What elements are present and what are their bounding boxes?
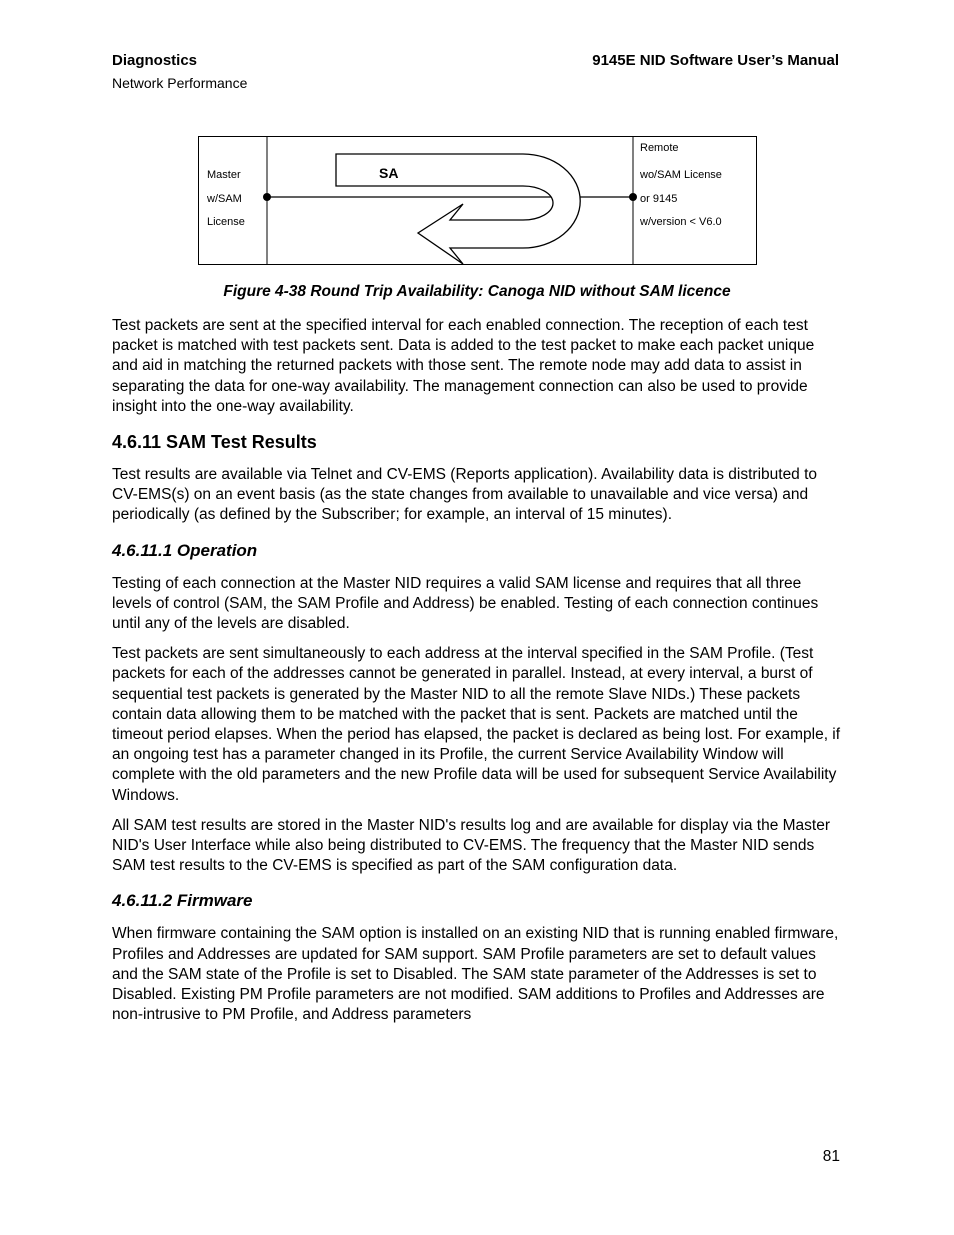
running-header-left	[112, 52, 247, 92]
arrow-label: SA	[379, 165, 399, 181]
remote-label-2: wo/SAM License	[640, 169, 722, 181]
paragraph-test-results: Test results are available via Telnet and CV-EMS (Reports application). Availability data is distributed to CV-EMS(s) on an event basis (as the state changes from available to unavailable and vice versa) and periodically (as defined by the Subscriber; for example, an interval of 15 minutes).	[112, 466, 818, 524]
remote-node-dot	[629, 193, 637, 201]
remote-label-4: w/version < V6.0	[640, 216, 722, 228]
round-trip-diagram	[198, 136, 757, 265]
page-number: 81	[822, 1148, 840, 1165]
master-node-dot	[263, 193, 271, 201]
figure-caption: Figure 4-38 Round Trip Availability: Canoga NID without SAM licence	[223, 283, 731, 300]
heading-firmware: 4.6.11.2 Firmware	[112, 891, 253, 911]
paragraph-firmware: When firmware containing the SAM option is installed on an existing NID that is running enabled firmware, Profiles and Addresses are updated for SAM support. SAM Profile parameters are set to default values and the SAM state of the Profile is set to Disabled. The SAM state parameter of the Addresses is set to Disabled. Existing PM Profile parameters are not modified. SAM additions to Profiles and Addresses are non-intrusive to PM Profile, and Address parameters	[112, 925, 839, 1024]
heading-sam-test-results: 4.6.11 SAM Test Results	[112, 432, 317, 453]
master-label-1: Master	[207, 169, 241, 181]
paragraph-operation-2: Test packets are sent simultaneously to each address at the interval specified in the SAM Profile. (Test packets for each of the addresses cannot be generated in parallel. Instead, at every interval, a burst of sequential test packets is generated by the Master NID to all the remote Slave NIDs.) These packets contain data allowing them to be matched with the packet that is sent. Packets are matched until the timeout period elapses. When the period has elapsed, the packet is declared as being lost. For example, if an ongoing test has a parameter changed in its Profile, the current Service Availability Window will complete with the old parameters and the new Profile data will be used for subsequent Service Availability Windows.	[112, 645, 841, 804]
heading-operation: 4.6.11.1 Operation	[112, 540, 258, 560]
remote-label-3: or 9145	[640, 193, 678, 205]
page-body	[112, 316, 842, 1035]
paragraph-operation-1: Testing of each connection at the Master NID requires a valid SAM license and requires that all three levels of control (SAM, the SAM Profile and Address) be enabled. Testing of each connection continues until any of the levels are disabled.	[112, 574, 819, 633]
paragraph-operation-3: All SAM test results are stored in the Master NID's results log and are available for display via the Master NID's User Interface while also being distributed to CV-EMS. The frequency that the Master NID sends SAM test results to the CV-EMS is specified as part of the SAM configuration data.	[112, 816, 830, 875]
remote-label-1: Remote	[640, 142, 679, 154]
master-label-2: w/SAM	[207, 193, 242, 205]
header-manual-title: 9145E NID Software User’s Manual	[592, 52, 839, 69]
header-subsection: Network Performance	[112, 75, 248, 91]
paragraph-test-packets: Test packets are sent at the specified interval for each enabled connection. The reception of each test packet is matched with test packets sent. Data is added to the test packet to make each packet unique and aid in matching the returned packets with those sent. The remote node may add data to assist in separating the data for one-way availability. The management connection can also be used to provide insight into the one-way availability.	[112, 317, 815, 415]
header-section: Diagnostics	[112, 52, 198, 69]
master-label-3: License	[207, 216, 245, 228]
